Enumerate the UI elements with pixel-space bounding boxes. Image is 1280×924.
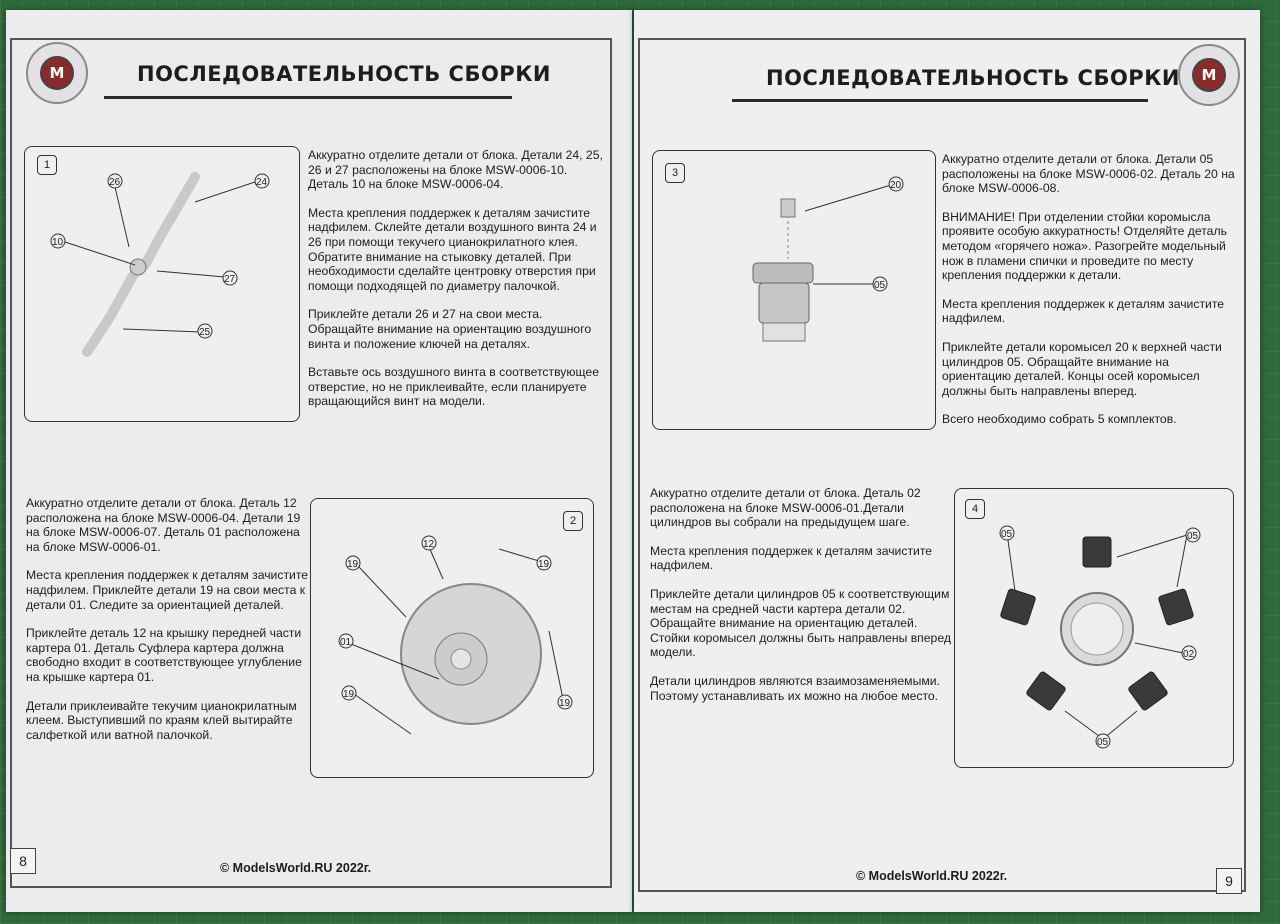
step1-paragraph: Приклейте детали 26 и 27 на свои места. Обращайте внимание на ориентацию воздушного винта и положение ключей на деталях. [308,307,592,351]
label-12: 12 [423,539,435,550]
label-10: 10 [52,237,64,248]
label-05: 05 [874,280,886,291]
step1-paragraph: Аккуратно отделите детали от блока. Детали 24, 25, 26 и 27 расположены на блоке MSW-0006-10. Деталь 10 на блоке MSW-0006-04. [308,148,603,192]
step4-instructions [650,486,952,717]
label-24: 24 [256,177,268,188]
step4-paragraph: Аккуратно отделите детали от блока. Деталь 02 расположена на блоке MSW-0006-01.Детали цилиндров вы собрали на предыдущем шаге. [650,486,921,530]
step3-paragraph: Аккуратно отделите детали от блока. Детали 05 расположены на блоке MSW-0006-02. Деталь 20 на блоке MSW-0006-08. [942,152,1235,196]
step3-total: Всего необходимо собрать 5 комплектов. [942,412,1177,427]
label-19: 19 [343,689,355,700]
step3-paragraph: ВНИМАНИЕ! При отделении стойки коромысла проявите особую аккуратность! Отделяйте деталь методом «горячего ножа». Разогрейте модельный нож в пламени спички и проведите по месту крепления поддержки к детали. [942,209,1227,283]
step2-paragraph: Места крепления поддержек к деталям зачистите надфилем. Приклейте детали 19 на свои места к детали 01. Следите за ориентацией деталей. [26,568,309,612]
logo-emblem: M [40,56,74,90]
step2-paragraph: Детали приклеивайте текучим цианокрилатным клеем. Выступивший по краям клей вытирайте салфеткой или ватной палочкой. [26,698,297,742]
label-26: 26 [109,177,121,188]
label-19: 19 [538,559,550,570]
step4-paragraph: Приклейте детали цилиндров 05 к соответствующим местам на средней части картера детали 02. Обращайте внимание на ориентацию деталей. Стойки коромысел должны быть направлены вперед модели. [650,586,951,660]
step1-propeller-diagram [25,147,299,421]
title-underline [732,99,1148,102]
step4-illustration-box [954,488,1234,768]
step4-number: 4 [965,499,985,519]
step3-number: 3 [665,163,685,183]
footer-copyright: © ModelsWorld.RU 2022г. [856,869,1008,883]
step3-instructions [942,152,1238,441]
step1-instructions [308,148,608,423]
step1-paragraph: Места крепления поддержек к деталям зачистите надфилем. Склейте детали воздушного винта 24 и 26 при помощи текучего цианокрилатного клея. Обратите внимание на стыковку деталей. При необходимости сделайте центровку отверстия при помощи подходящей по диаметру палочкой. [308,205,597,293]
page-title: ПОСЛЕДОВАТЕЛЬНОСТЬ СБОРКИ [137,62,551,86]
step2-paragraph: Приклейте деталь 12 на крышку передней части картера 01. Деталь Суфлера картера должна свободно входит в соответствующее углубление на крышке картера 01. [26,626,302,684]
footer-copyright: © ModelsWorld.RU 2022г. [220,861,372,875]
step1-paragraph: Вставьте ось воздушного винта в соответствующее отверстие, но не приклеивайте, если планируете вращающийся винт на модели. [308,365,599,409]
left-page [6,10,632,912]
label-20: 20 [890,180,902,191]
label-19: 19 [559,698,571,709]
label-25: 25 [199,327,211,338]
label-02: 02 [1183,649,1195,660]
step1-number: 1 [37,155,57,175]
label-19: 19 [347,559,359,570]
title-underline [104,96,512,99]
step2-illustration-box [310,498,594,778]
step1-illustration-box [24,146,300,422]
step4-radial-engine-diagram [955,489,1233,767]
modelsworld-logo [26,42,88,104]
step4-paragraph: Детали цилиндров являются взаимозаменяемыми. Поэтому устанавливать их можно на любое место. [650,673,940,703]
page-title: ПОСЛЕДОВАТЕЛЬНОСТЬ СБОРКИ [766,66,1180,90]
logo-emblem: M [1192,58,1226,92]
step3-illustration-box [652,150,936,430]
page-number: 9 [1216,868,1242,894]
step2-crankcase-diagram [311,499,593,777]
label-01: 01 [340,637,352,648]
modelsworld-logo [1178,44,1240,106]
step3-paragraph: Места крепления поддержек к деталям зачистите надфилем. [942,296,1225,326]
step3-paragraph: Приклейте детали коромысел 20 к верхней части цилиндров 05. Обращайте внимание на ориентацию деталей. Концы осей коромысел должны быть направлены вперед. [942,339,1222,398]
label-05: 05 [1097,737,1109,748]
label-05: 05 [1001,529,1013,540]
label-27: 27 [224,274,236,285]
label-05: 05 [1187,531,1199,542]
step3-cylinder-diagram [653,151,935,429]
right-page [634,10,1260,912]
page-number: 8 [10,848,36,874]
step2-paragraph: Аккуратно отделите детали от блока. Деталь 12 расположена на блоке MSW-0006-04. Детали 19 на блоке MSW-0006-07. Деталь 01 расположена на блоке MSW-0006-01. [26,496,301,554]
step2-instructions [26,496,316,756]
step4-paragraph: Места крепления поддержек к деталям зачистите надфилем. [650,543,933,573]
step2-number: 2 [563,511,583,531]
